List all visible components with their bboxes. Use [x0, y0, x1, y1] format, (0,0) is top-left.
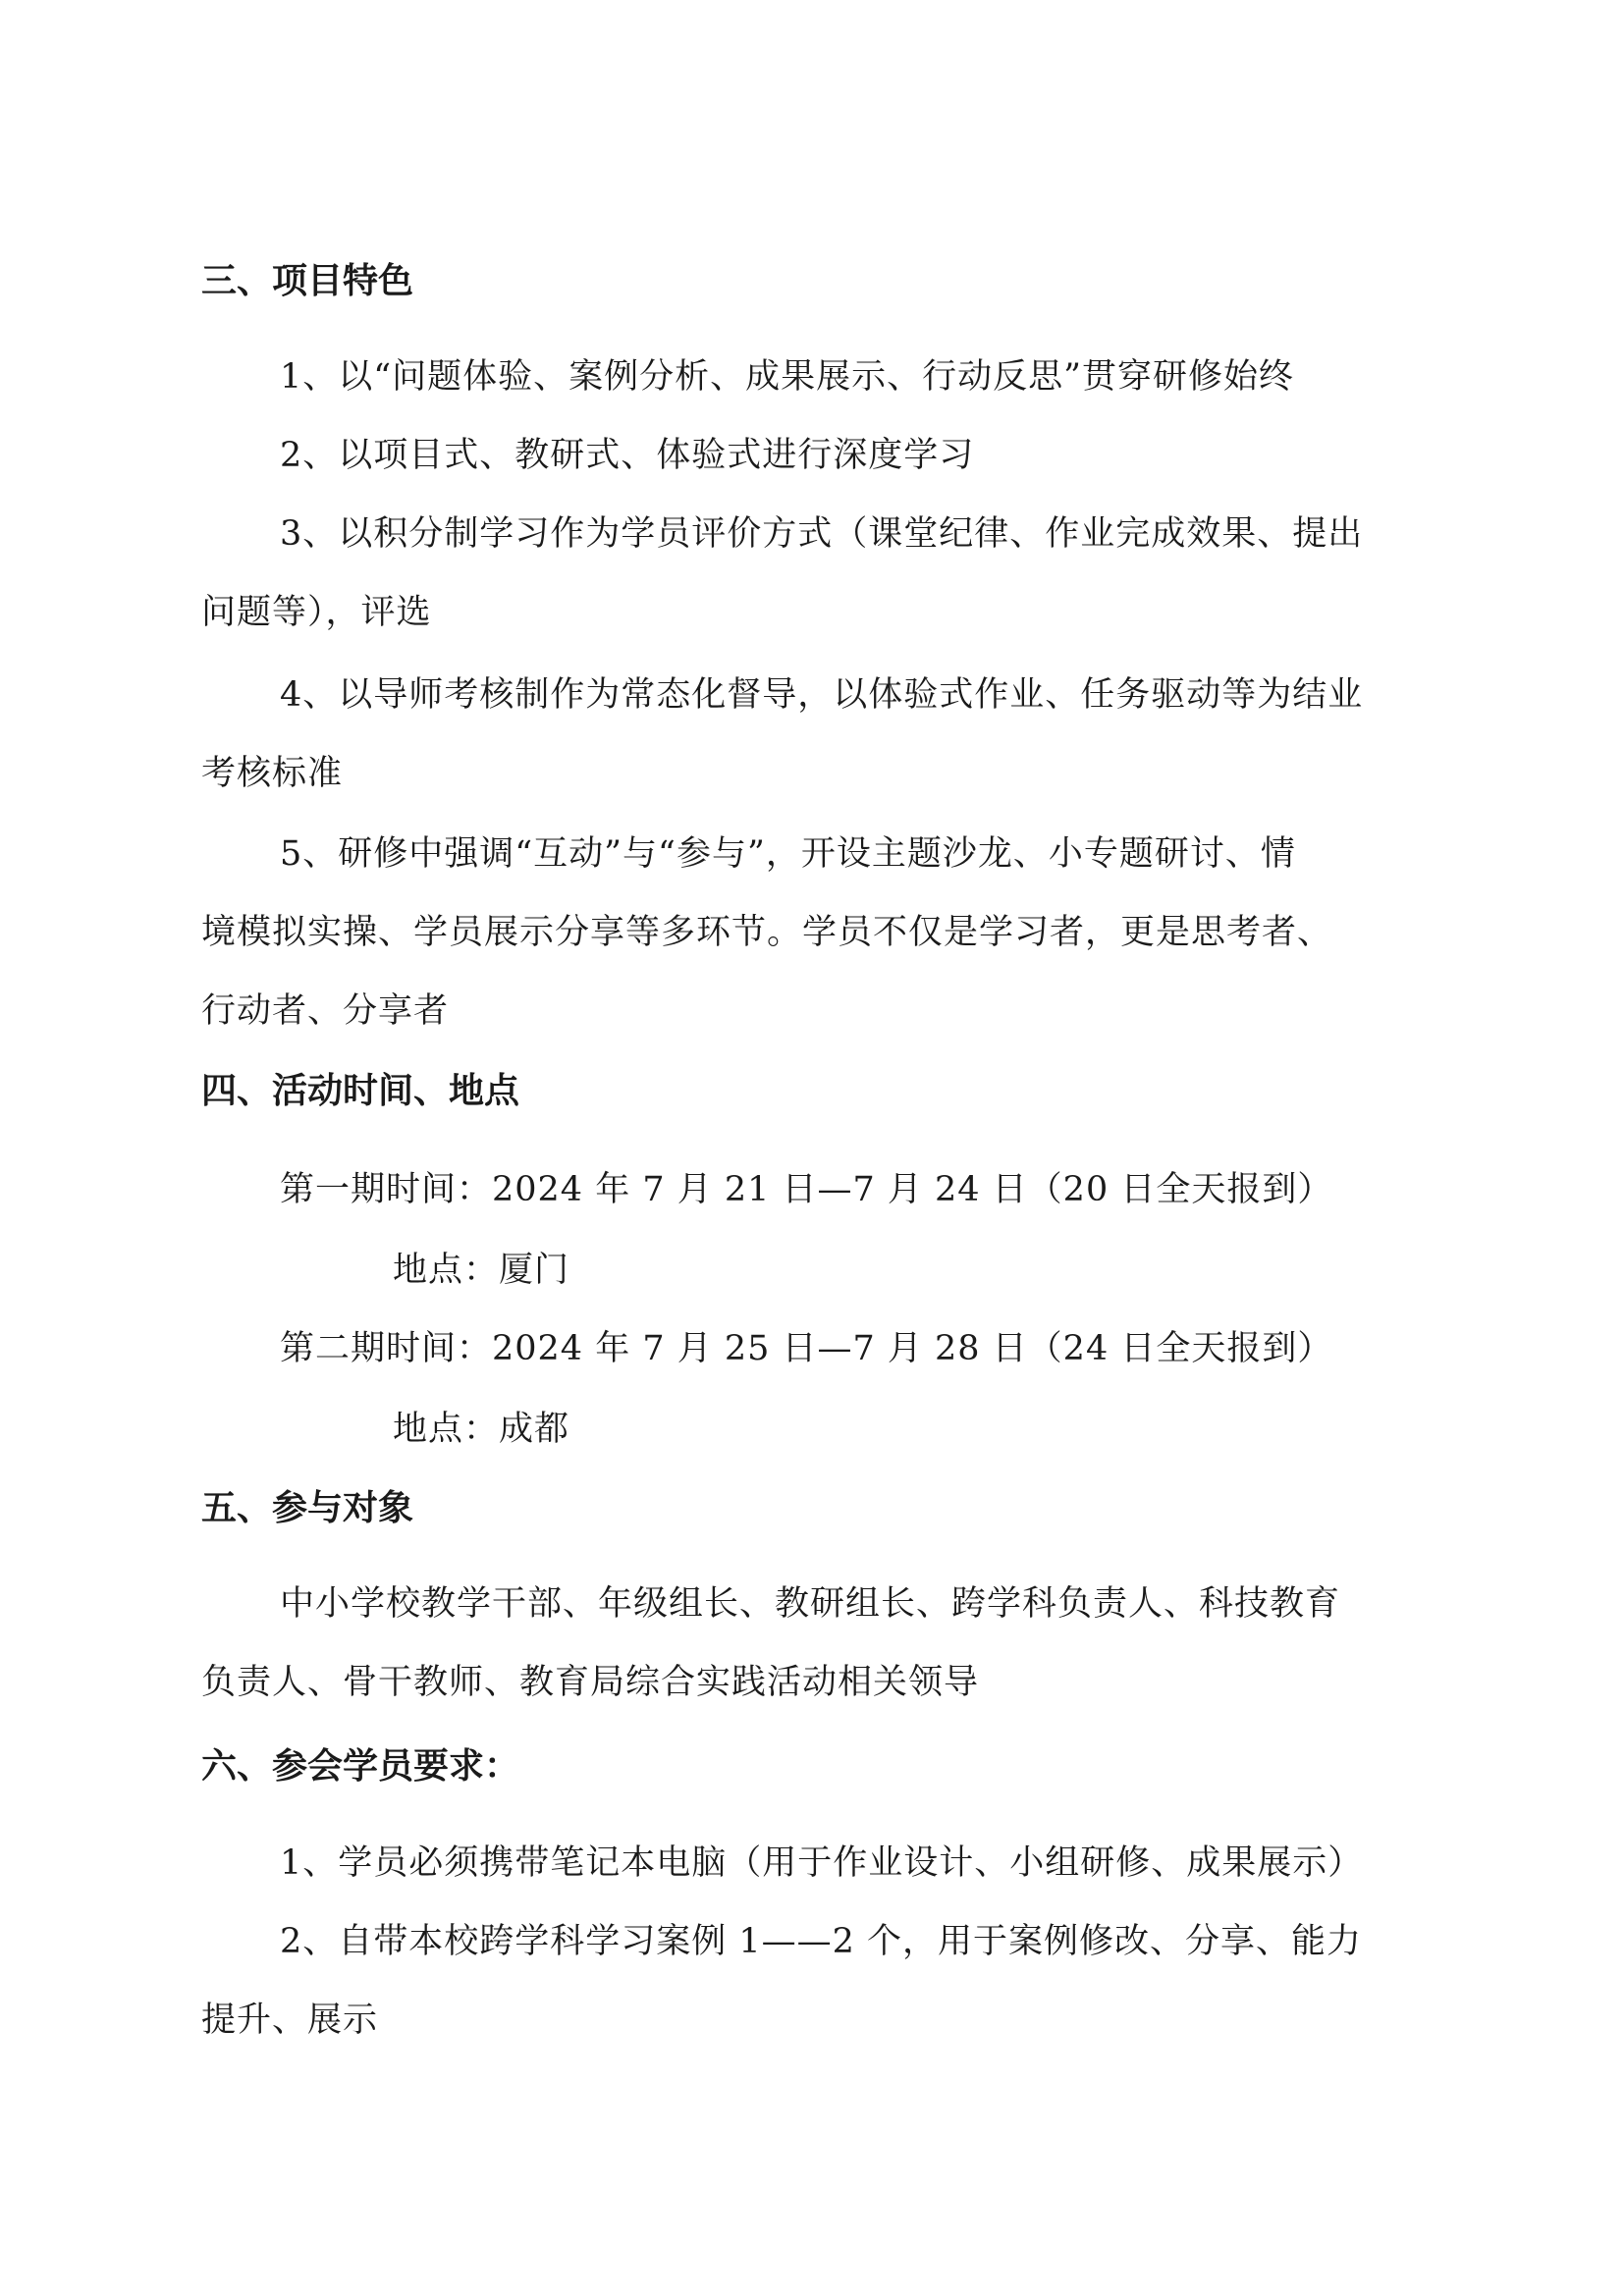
feature-item-5-line-2: 境模拟实操、学员展示分享等多环节。学员不仅是学习者，更是思考者、: [201, 913, 1333, 952]
session-1-place: 地点：厦门: [393, 1251, 570, 1290]
section-heading-schedule: 四、活动时间、地点: [201, 1071, 520, 1111]
section-heading-features: 三、项目特色: [201, 261, 414, 301]
participants-line-2: 负责人、骨干教师、教育局综合实践活动相关领导: [201, 1663, 980, 1702]
requirement-item-1-line-1: 1、学员必须携带笔记本电脑（用于作业设计、小组研修、成果展示）: [280, 1843, 1364, 1883]
feature-item-3-line-1: 3、以积分制学习作为学员评价方式（课堂纪律、作业完成效果、提出: [280, 514, 1364, 554]
requirement-item-2-line-1: 2、自带本校跨学科学习案例 1——2 个，用于案例修改、分享、能力: [280, 1922, 1363, 1961]
feature-item-1-line-1: 1、以“问题体验、案例分析、成果展示、行动反思”贯穿研修始终: [280, 357, 1295, 397]
session-2-place: 地点：成都: [393, 1410, 570, 1449]
feature-item-3-line-2: 问题等），评选: [201, 593, 432, 632]
session-1-time: 第一期时间：2024 年 7 月 21 日—7 月 24 日（20 日全天报到）: [280, 1170, 1333, 1209]
feature-item-4-line-1: 4、以导师考核制作为常态化督导，以体验式作业、任务驱动等为结业: [280, 675, 1364, 715]
feature-item-4-line-2: 考核标准: [201, 754, 344, 793]
section-heading-participants: 五、参与对象: [201, 1488, 414, 1528]
feature-item-5-line-3: 行动者、分享者: [201, 991, 450, 1031]
feature-item-5-line-1: 5、研修中强调“互动”与“参与”，开设主题沙龙、小专题研讨、情: [280, 834, 1296, 874]
participants-line-1: 中小学校教学干部、年级组长、教研组长、跨学科负责人、科技教育: [280, 1584, 1341, 1624]
feature-item-2-line-1: 2、以项目式、教研式、体验式进行深度学习: [280, 436, 975, 475]
requirement-item-2-line-2: 提升、展示: [201, 2001, 379, 2040]
session-2-time: 第二期时间：2024 年 7 月 25 日—7 月 28 日（24 日全天报到）: [280, 1329, 1333, 1368]
section-heading-requirements: 六、参会学员要求：: [201, 1746, 520, 1787]
